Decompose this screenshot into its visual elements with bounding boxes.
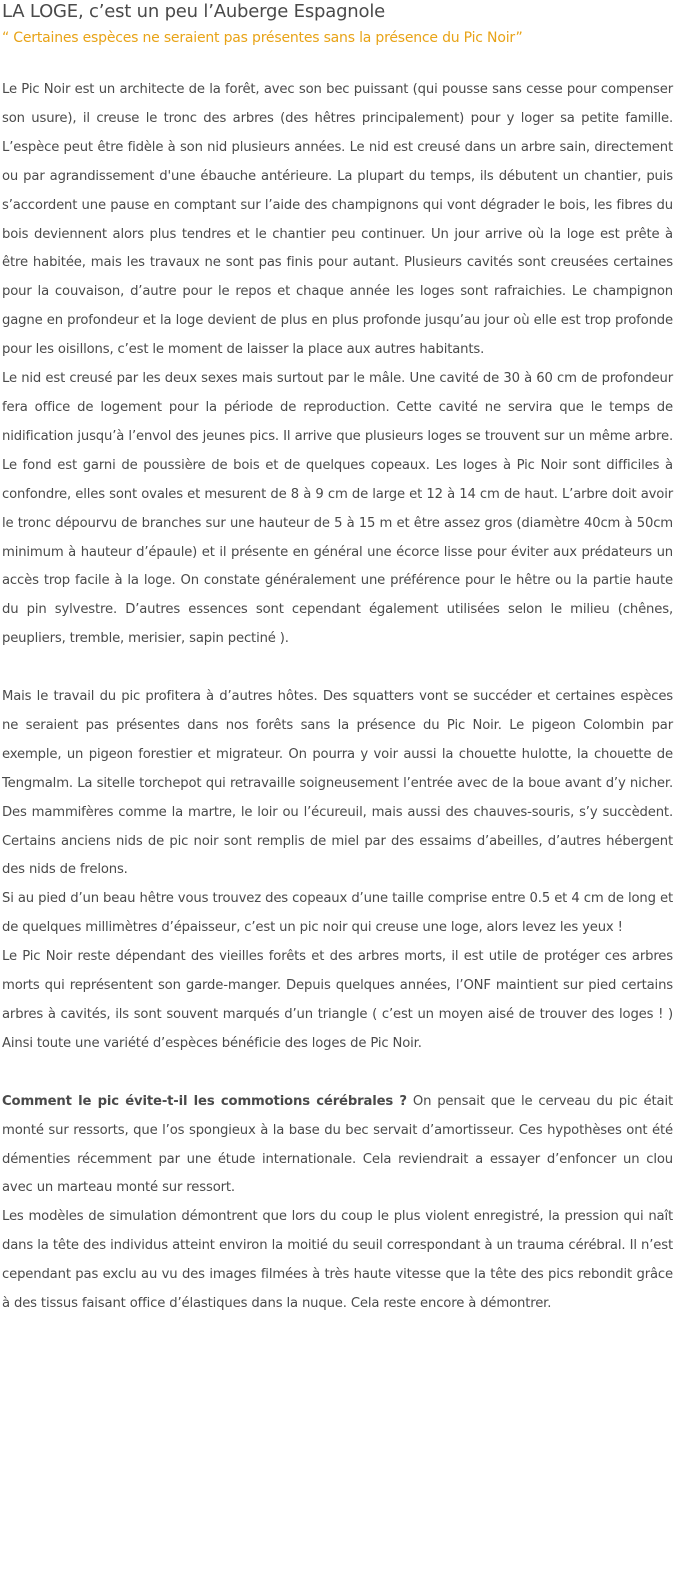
paragraph-architect: Le Pic Noir est un architecte de la forêt, avec son bec puissant (qui pousse sans cesse pour compenser son usure), il creuse le tronc des arbres (des hêtres principalement) pour y loger sa petite famille. L’espèce peut être fidèle à son nid plusieurs années. Le nid est creusé dans un arbre sain, directement ou par agrandissement d'une ébauche antérieure. La plupart du temps, ils débutent un chantier, puis s’accordent une pause en comptant sur l’aide des champignons qui vont dégrader le bois, les fibres du bois deviennent alors plus tendres et le chantier peu continuer. Un jour arrive où la loge est prête à être habitée, mais les travaux ne sont pas finis pour autant. Plusieurs cavités sont creusées certaines pour la couvaison, d’autre pour le repos et chaque année les loges sont rafraichies. Le champignon gagne en profondeur et la loge devient de plus en plus profonde jusqu’au jour où elle est trop profonde pour les oisillons, c’est le moment de laisser la place aux autres habitants. bbox=[2, 82, 673, 358]
paragraph-simulation: Les modèles de simulation démontrent que lors du coup le plus violent enregistré, la pression qui naît dans la tête des individus atteint environ la moitié du seuil correspondant à un trauma cérébral. Il n’est cependant pas exclu au vu des images filmées à très haute vitesse que la tête des pics rebondit grâce à des tissus faisant office d’élastiques dans la nuque. Cela reste encore à démontrer. bbox=[2, 1209, 673, 1312]
concussion-text: On pensait que le cerveau du pic était monté sur ressorts, que l’os spongieux à la base du bec servait d’amortisseur. Ces hypothèses ont été démenties récemment par une étude internationale. Cela reviendrait a essayer d’enfoncer un clou avec un marteau monté sur ressort. bbox=[2, 1093, 673, 1196]
paragraph-squatters: Mais le travail du pic profitera à d’autres hôtes. Des squatters vont se succéder et certaines espèces ne seraient pas présentes dans nos forêts sans la présence du Pic Noir. Le pigeon Colombin par exemple, un pigeon forestier et migrateur. On pourra y voir aussi la chouette hulotte, la chouette de Tengmalm. La sitelle torchepot qui retravaille soigneusement l’entrée avec de la boue avant d’y nicher. Des mammifères comme la martre, le loir ou l’écureuil, mais aussi des chauves-souris, s’y succèdent. Certains anciens nids de pic noir sont remplis de miel par des essaims d’abeilles, d’autres hébergent des nids de frelons. bbox=[2, 689, 673, 878]
paragraph-wood-chips: Si au pied d’un beau hêtre vous trouvez des copeaux d’une taille comprise entre 0.5 et 4 cm de long et de quelques millimètres d’épaisseur, c’est un pic noir qui creuse une loge, alors levez les yeux ! bbox=[2, 891, 673, 936]
paragraph-nest: Le nid est creusé par les deux sexes mais surtout par le mâle. Une cavité de 30 à 60 cm de profondeur fera office de logement pour la période de reproduction. Cette cavité ne servira que le temps de nidification jusqu’à l’envol des jeunes pics. Il arrive que plusieurs loges se trouvent sur un même arbre. Le fond est garni de poussière de bois et de quelques copeaux. Les loges à Pic Noir sont difficiles à confondre, elles sont ovales et mesurent de 8 à 9 cm de large et 12 à 14 cm de haut. L’arbre doit avoir le tronc dépourvu de branches sur une hauteur de 5 à 15 m et être assez gros (diamètre 40cm à 50cm minimum à hauteur d’épaule) et il présente en général une écorce lisse pour éviter aux prédateurs un accès trop facile à la loge. On constate généralement une préférence pour le hêtre ou la partie haute du pin sylvestre. D’autres essences sont cependant également utilisées selon le milieu (chênes, peupliers, tremble, merisier, sapin pectiné ). bbox=[2, 371, 673, 647]
paragraph-dead-trees: Le Pic Noir reste dépendant des vieilles forêts et des arbres morts, il est utile de protéger ces arbres morts qui représentent son garde-manger. Depuis quelques années, l’ONF maintient sur pied certains arbres à cavités, ils sont souvent marqués d’un triangle ( c’est un moyen aisé de trouver des loges ! ) Ainsi toute une variété d’espèces bénéficie des loges de Pic Noir. bbox=[2, 949, 673, 1051]
page-title: LA LOGE, c’est un peu l’Auberge Espagnole bbox=[2, 1, 385, 22]
page-subtitle: “ Certaines espèces ne seraient pas présentes sans la présence du Pic Noir” bbox=[2, 30, 523, 46]
paragraph-spacer bbox=[2, 654, 673, 683]
paragraph-concussion bbox=[2, 1088, 673, 1204]
paragraph-spacer bbox=[2, 1059, 673, 1088]
concussion-heading: Comment le pic évite-t-il les commotions cérébrales ? bbox=[2, 1093, 407, 1109]
